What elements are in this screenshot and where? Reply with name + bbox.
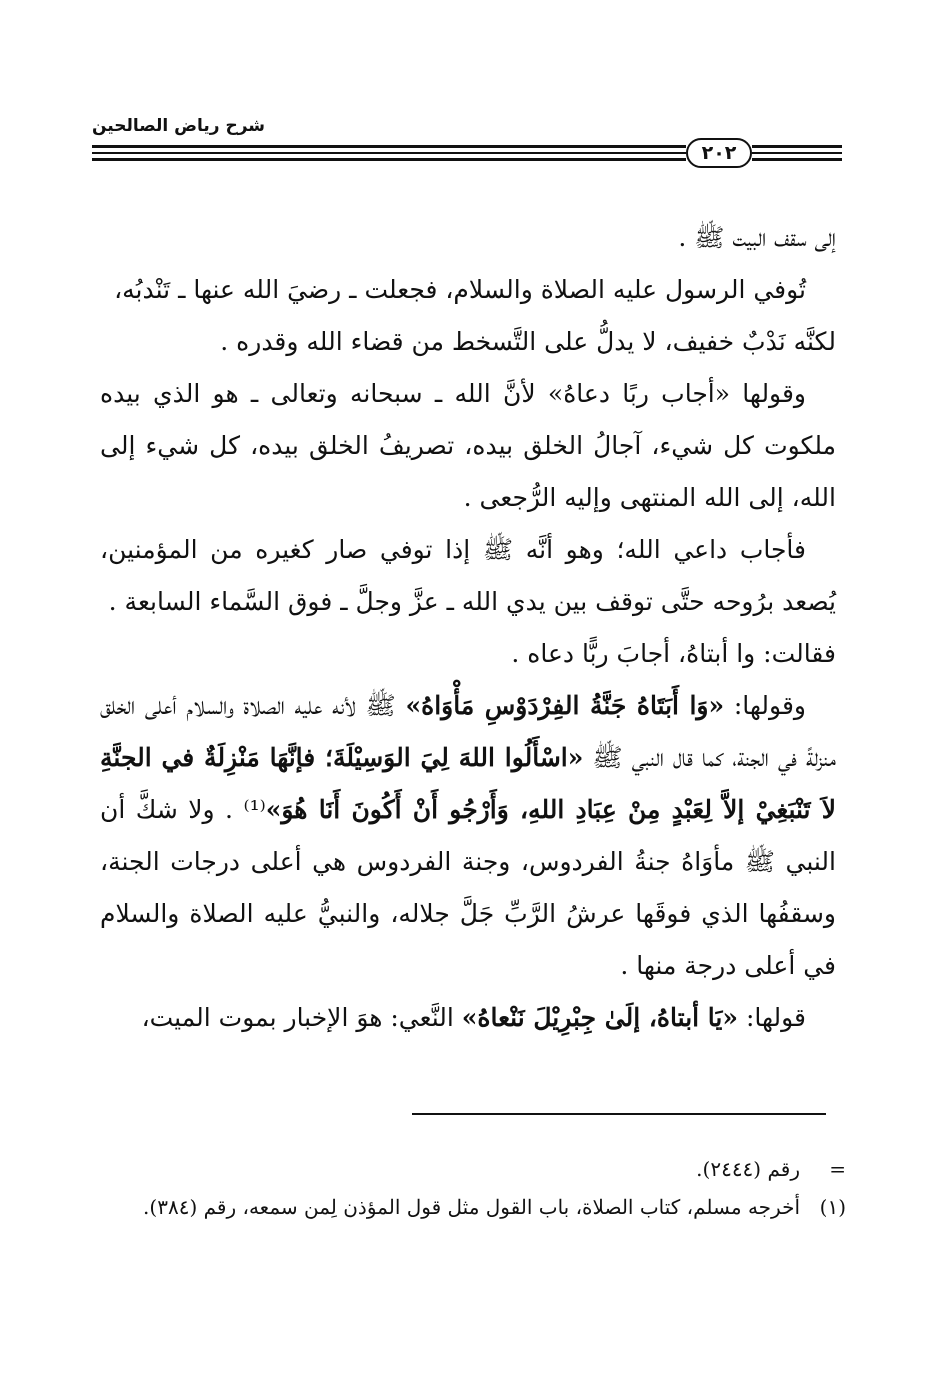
text-run: النَّعي: هوَ الإخبار بموت الميت،	[141, 1003, 462, 1032]
hadith-quote: «وَا أَبَتَاهُ جَنَّةُ الفِرْدَوْسِ مَأْوَاهُ»	[405, 691, 725, 720]
text-run: ﷺ لأنه عليه الصلاة والسلام أعلى الخلق منزلةً في الجنة، كما قال النبي ﷺ	[100, 691, 837, 772]
paragraph	[100, 680, 836, 992]
header-rule	[92, 152, 686, 154]
header-rule	[752, 158, 842, 161]
paragraph	[100, 992, 836, 1044]
text-run: . ولا شكَّ أن النبي ﷺ مأوَاهُ جنةُ الفردوس، وجنة الفردوس هي أعلى درجات الجنة، وسقفُها الذي فوقَها عرشُ الرَّبِّ جَلَّ جلاله، والنبيُّ عليه الصلاة والسلام في أعلى درجة منها .	[100, 795, 836, 980]
footnote-text: أخرجه مسلم، كتاب الصلاة، باب القول مثل قول المؤذن لِمن سمعه، رقم (٣٨٤).	[143, 1195, 800, 1219]
book-title: شرح رياض الصالحين	[92, 116, 266, 136]
header-rule	[92, 145, 686, 148]
paragraph: فقالت: وا أبتاهُ، أجابَ ربًّا دعاه .	[511, 639, 836, 668]
body-text	[100, 212, 836, 1044]
paragraph: لكنَّه نَدْبٌ خفيف، لا يدلُّ على التَّسخط من قضاء الله وقدره .	[220, 327, 836, 356]
header-rule	[92, 158, 686, 161]
header-rule	[752, 152, 842, 154]
footnote-marker: =	[829, 1157, 846, 1181]
footnotes	[100, 1150, 846, 1226]
footnote-divider	[412, 1113, 826, 1115]
hadith-quote: «اسْأَلُوا اللهَ لِيَ الوَسِيْلَةَ؛ فإنَّهَا مَنْزِلَةٌ في الجنَّةِ لاَ تَنْبَغِيْ إلاَّ لِعَبْدٍ مِنْ عِبَادِ اللهِ، وَأَرْجُو أَنْ أَكُونَ أَنَا هُوَ»	[100, 743, 836, 824]
paragraph: وقولها «أجاب ربًا دعاهُ» لأنَّ الله ـ سبحانه وتعالى ـ هو الذي بيده ملكوت كل شيء، آجالُ الخلق بيده، تصريفُ الخلق بيده، كل شيء إلى الله، إلى الله المنتهى وإليه الرُّجعى .	[100, 379, 836, 512]
footnote-1	[100, 1188, 846, 1226]
paragraph: تُوفي الرسول عليه الصلاة والسلام، فجعلت ـ رضيَ الله عنها ـ تَنْدبُه،	[114, 275, 806, 304]
paragraph: فأجاب داعي الله؛ وهو أنَّه ﷺ إذا توفي صار كغيره من المؤمنين، يُصعد برُوحه حتَّى توقف بين يدي الله ـ عزَّ وجلَّ ـ فوق السَّماء السابعة .	[100, 535, 836, 616]
footnote-marker: (١)	[819, 1195, 846, 1219]
page-number-text: ٢٠٢	[701, 142, 737, 164]
footnote-text: رقم (٢٤٤٤).	[696, 1157, 800, 1181]
page-number	[686, 138, 752, 168]
paragraph: إلى سقف البيت ﷺ .	[678, 223, 836, 252]
footnote-reference: ⁽¹⁾	[243, 795, 266, 824]
footnote-continuation	[100, 1150, 846, 1188]
header-rule	[752, 145, 842, 148]
text-run: وقولها:	[724, 691, 806, 720]
hadith-quote: «يَا أبتاهُ، إلَىٰ جِبْرِيْلَ نَنْعاهُ»	[461, 1003, 738, 1032]
text-run: قولها:	[738, 1003, 806, 1032]
